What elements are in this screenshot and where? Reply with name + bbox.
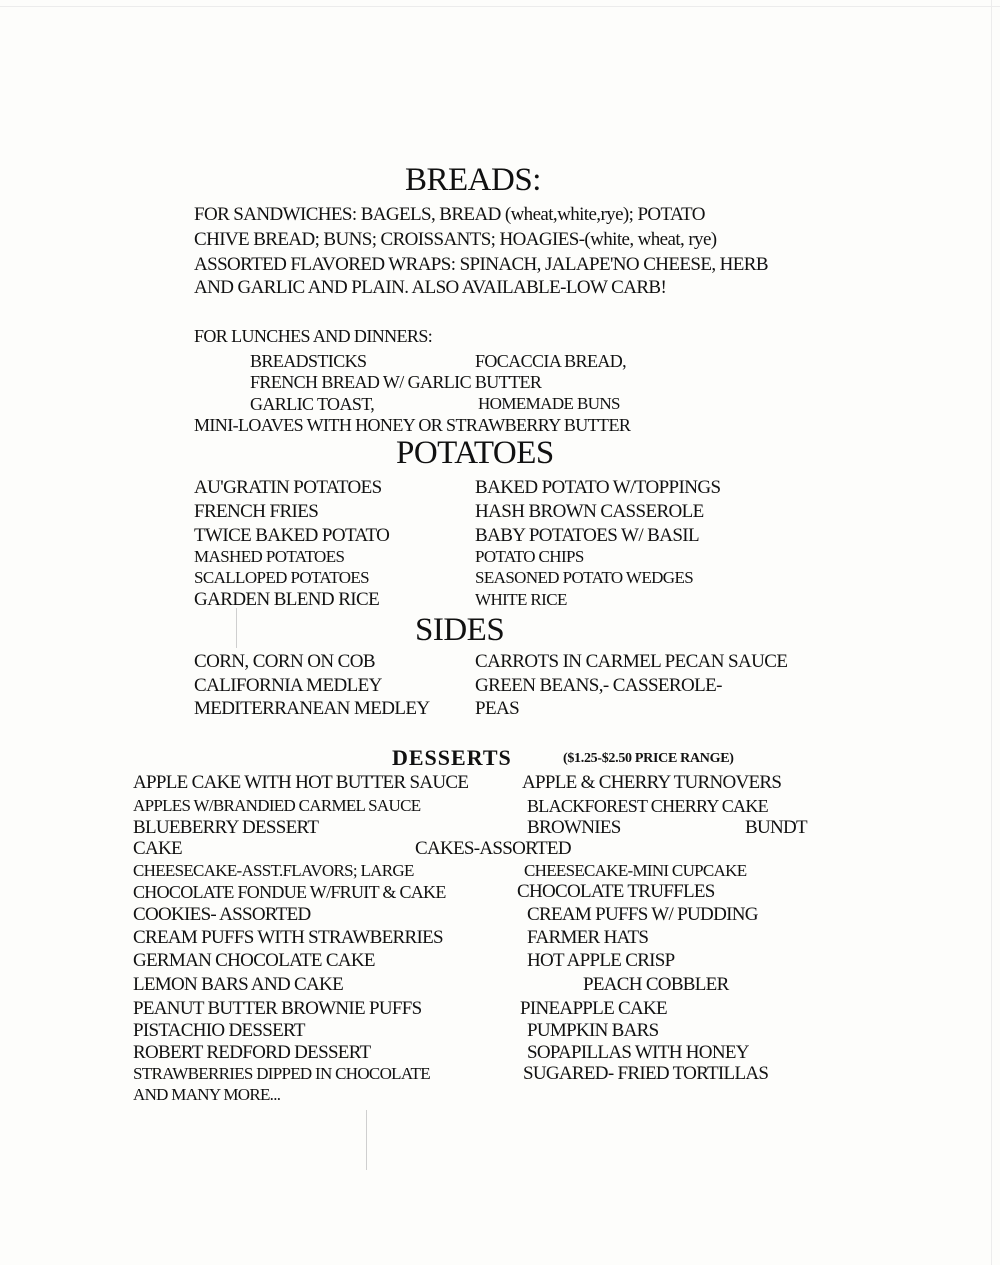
dessert-item: HOT APPLE CRISP (527, 950, 675, 971)
lunch-dinner-heading: FOR LUNCHES AND DINNERS: (194, 326, 433, 346)
dessert-item: PEACH COBBLER (583, 974, 729, 995)
potato-item: SEASONED POTATO WEDGES (475, 568, 694, 587)
dessert-item: CHOCOLATE FONDUE W/FRUIT & CAKE (133, 882, 446, 902)
dessert-and-more: AND MANY MORE... (133, 1085, 281, 1104)
potato-item: MASHED POTATOES (194, 547, 345, 566)
lunch-item-mini-loaves: MINI-LOAVES WITH HONEY OR STRAWBERRY BUTTER (194, 415, 631, 435)
scan-artifact-right (991, 0, 992, 1265)
scan-artifact-top (0, 6, 1000, 7)
potato-item: HASH BROWN CASSEROLE (475, 501, 704, 522)
scan-artifact-bottom (366, 1110, 367, 1170)
side-item: CORN, CORN ON COB (194, 651, 375, 672)
dessert-item: BLUEBERRY DESSERT (133, 817, 319, 838)
dessert-item: PEANUT BUTTER BROWNIE PUFFS (133, 998, 422, 1019)
lunch-item-garlic-toast: GARLIC TOAST, (250, 394, 375, 414)
dessert-item: STRAWBERRIES DIPPED IN CHOCOLATE (133, 1064, 430, 1083)
potato-item: SCALLOPED POTATOES (194, 568, 370, 587)
side-item: CALIFORNIA MEDLEY (194, 675, 382, 696)
dessert-item-cakes-assorted: CAKES-ASSORTED (415, 838, 571, 859)
dessert-item: CHEESECAKE-MINI CUPCAKE (524, 861, 747, 880)
potatoes-heading: POTATOES (396, 435, 554, 471)
dessert-item: CHEESECAKE-ASST.FLAVORS; LARGE (133, 861, 414, 880)
side-item: MEDITERRANEAN MEDLEY (194, 698, 430, 719)
dessert-item: PUMPKIN BARS (527, 1020, 659, 1041)
dessert-item: CHOCOLATE TRUFFLES (517, 881, 715, 902)
dessert-item: PINEAPPLE CAKE (520, 998, 667, 1019)
dessert-item: CREAM PUFFS W/ PUDDING (527, 904, 758, 925)
dessert-item: APPLES W/BRANDIED CARMEL SAUCE (133, 796, 421, 815)
desserts-heading: DESSERTS (392, 745, 512, 770)
potato-item: GARDEN BLEND RICE (194, 589, 380, 610)
lunch-item-french-bread: FRENCH BREAD W/ GARLIC BUTTER (250, 372, 542, 392)
breads-sandwich-line: CHIVE BREAD; BUNS; CROISSANTS; HOAGIES-(white, wheat, rye) (194, 229, 717, 250)
breads-sandwich-line: FOR SANDWICHES: BAGELS, BREAD (wheat,white,rye); POTATO (194, 204, 705, 225)
dessert-item: FARMER HATS (527, 927, 649, 948)
scan-artifact-left (236, 608, 237, 648)
side-item: PEAS (475, 698, 520, 719)
dessert-item-cake: CAKE (133, 838, 182, 859)
potato-item: WHITE RICE (475, 590, 567, 609)
dessert-item: ROBERT REDFORD DESSERT (133, 1042, 371, 1063)
breads-sandwich-line: ASSORTED FLAVORED WRAPS: SPINACH, JALAPE'NO CHEESE, HERB (194, 254, 768, 275)
dessert-item: PISTACHIO DESSERT (133, 1020, 305, 1041)
side-item: GREEN BEANS,- CASSEROLE- (475, 675, 722, 696)
dessert-item: COOKIES- ASSORTED (133, 904, 311, 925)
potato-item: BAKED POTATO W/TOPPINGS (475, 477, 721, 498)
dessert-item: APPLE CAKE WITH HOT BUTTER SAUCE (133, 772, 469, 793)
dessert-item: BLACKFOREST CHERRY CAKE (527, 796, 768, 816)
dessert-item: BROWNIES (527, 817, 621, 838)
dessert-item: SOPAPILLAS WITH HONEY (527, 1042, 749, 1063)
side-item: CARROTS IN CARMEL PECAN SAUCE (475, 651, 788, 672)
dessert-item-bundt: BUNDT (745, 817, 807, 838)
lunch-item-focaccia: FOCACCIA BREAD, (475, 351, 627, 371)
potato-item: AU'GRATIN POTATOES (194, 477, 382, 498)
sides-heading: SIDES (415, 612, 505, 648)
desserts-price-note: ($1.25-$2.50 PRICE RANGE) (563, 751, 734, 766)
dessert-item: CREAM PUFFS WITH STRAWBERRIES (133, 927, 443, 948)
potato-item: FRENCH FRIES (194, 501, 319, 522)
potato-item: BABY POTATOES W/ BASIL (475, 525, 700, 546)
dessert-item: SUGARED- FRIED TORTILLAS (523, 1063, 769, 1084)
dessert-item: APPLE & CHERRY TURNOVERS (522, 772, 782, 793)
dessert-item: GERMAN CHOCOLATE CAKE (133, 950, 375, 971)
lunch-item-homemade-buns: HOMEMADE BUNS (478, 394, 620, 413)
breads-heading: BREADS: (405, 162, 541, 198)
potato-item: POTATO CHIPS (475, 547, 584, 566)
breads-sandwich-line: AND GARLIC AND PLAIN. ALSO AVAILABLE-LOW CARB! (194, 277, 667, 298)
potato-item: TWICE BAKED POTATO (194, 525, 390, 546)
lunch-item-breadsticks: BREADSTICKS (250, 351, 367, 371)
dessert-item: LEMON BARS AND CAKE (133, 974, 343, 995)
